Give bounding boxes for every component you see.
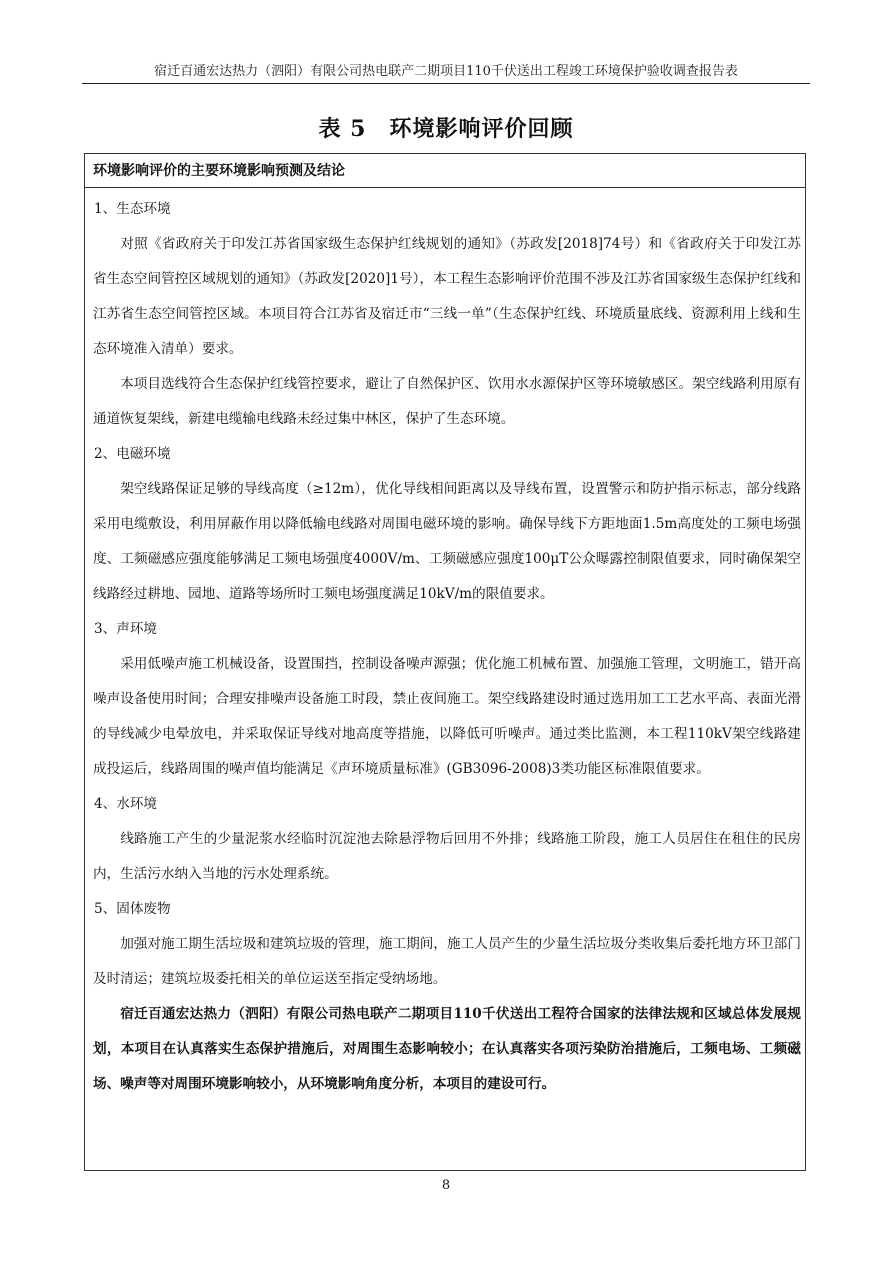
table-title: 表 5 环境影响评价回顾 bbox=[318, 116, 574, 142]
page-number: 8 bbox=[441, 1178, 451, 1193]
electromagnetic-paragraph: 架空线路保证足够的导线高度（≥12m），优化导线相间距离以及导线布置，设置警示和防护指示标志，部分线路采用电缆敷设，利用屏蔽作用以降低输电线路对周围电磁环境的影响。确保导线下方距地面1.5m高度处的工频电场强度、工频磁感应强度能够满足工频电场强度4000V/m、工频磁感应强度100μT公众曝露控制限值要求，同时确保架空线路经过耕地、园地、道路等场所时工频电场强度满足10kV/m的限值要求。 bbox=[93, 481, 801, 602]
running-header: 宿迁百通宏达热力（泗阳）有限公司热电联产二期项目110千伏送出工程竣工环境保护验收调查报告表 bbox=[154, 64, 738, 79]
section-label: 环境影响评价的主要环境影响预测及结论 bbox=[85, 154, 805, 188]
conclusion-paragraph: 宿迁百通宏达热力（泗阳）有限公司热电联产二期项目110千伏送出工程符合国家的法律法规和区域总体发展规划，本项目在认真落实生态保护措施后，对周围生态影响较小；在认真落实各项污染防治措施后，工频电场、工频磁场、噪声等对周围环境影响较小，从环境影响角度分析，本项目的建设可行。 bbox=[93, 1006, 801, 1092]
heading-noise: 3、声环境 bbox=[94, 621, 158, 637]
table-frame bbox=[84, 153, 806, 1171]
heading-solid-waste: 5、固体废物 bbox=[94, 901, 171, 917]
heading-ecology: 1、生态环境 bbox=[94, 201, 171, 217]
noise-paragraph: 采用低噪声施工机械设备，设置围挡，控制设备噪声源强；优化施工机械布置、加强施工管理，文明施工，错开高噪声设备使用时间；合理安排噪声设备施工时段，禁止夜间施工。架空线路建设时通过选用加工工艺水平高、表面光滑的导线减少电晕放电，并采取保证导线对地高度等措施，以降低可听噪声。通过类比监测，本工程110kV架空线路建成投运后，线路周围的噪声值均能满足《声环境质量标准》(GB3096-2008)3类功能区标准限值要求。 bbox=[93, 656, 801, 777]
heading-electromagnetic: 2、电磁环境 bbox=[94, 446, 171, 462]
ecology-paragraph-2: 本项目选线符合生态保护红线管控要求，避让了自然保护区、饮用水水源保护区等环境敏感区。架空线路利用原有通道恢复架线，新建电缆输电线路未经过集中林区，保护了生态环境。 bbox=[93, 376, 801, 427]
ecology-paragraph-1: 对照《省政府关于印发江苏省国家级生态保护红线规划的通知》（苏政发[2018]74号）和《省政府关于印发江苏省生态空间管控区域规划的通知》（苏政发[2020]1号），本工程生态影响评价范围不涉及江苏省国家级生态保护红线和江苏省生态空间管控区域。本项目符合江苏省及宿迁市“三线一单”（生态保护红线、环境质量底线、资源利用上线和生态环境准入清单）要求。 bbox=[93, 236, 801, 357]
heading-water: 4、水环境 bbox=[94, 796, 158, 812]
table-content bbox=[93, 192, 801, 1102]
solid-waste-paragraph: 加强对施工期生活垃圾和建筑垃圾的管理，施工期间，施工人员产生的少量生活垃圾分类收集后委托地方环卫部门及时清运；建筑垃圾委托相关的单位运送至指定受纳场地。 bbox=[93, 936, 801, 987]
water-paragraph: 线路施工产生的少量泥浆水经临时沉淀池去除悬浮物后回用不外排；线路施工阶段，施工人员居住在租住的民房内，生活污水纳入当地的污水处理系统。 bbox=[93, 831, 801, 882]
header-rule bbox=[82, 83, 810, 84]
